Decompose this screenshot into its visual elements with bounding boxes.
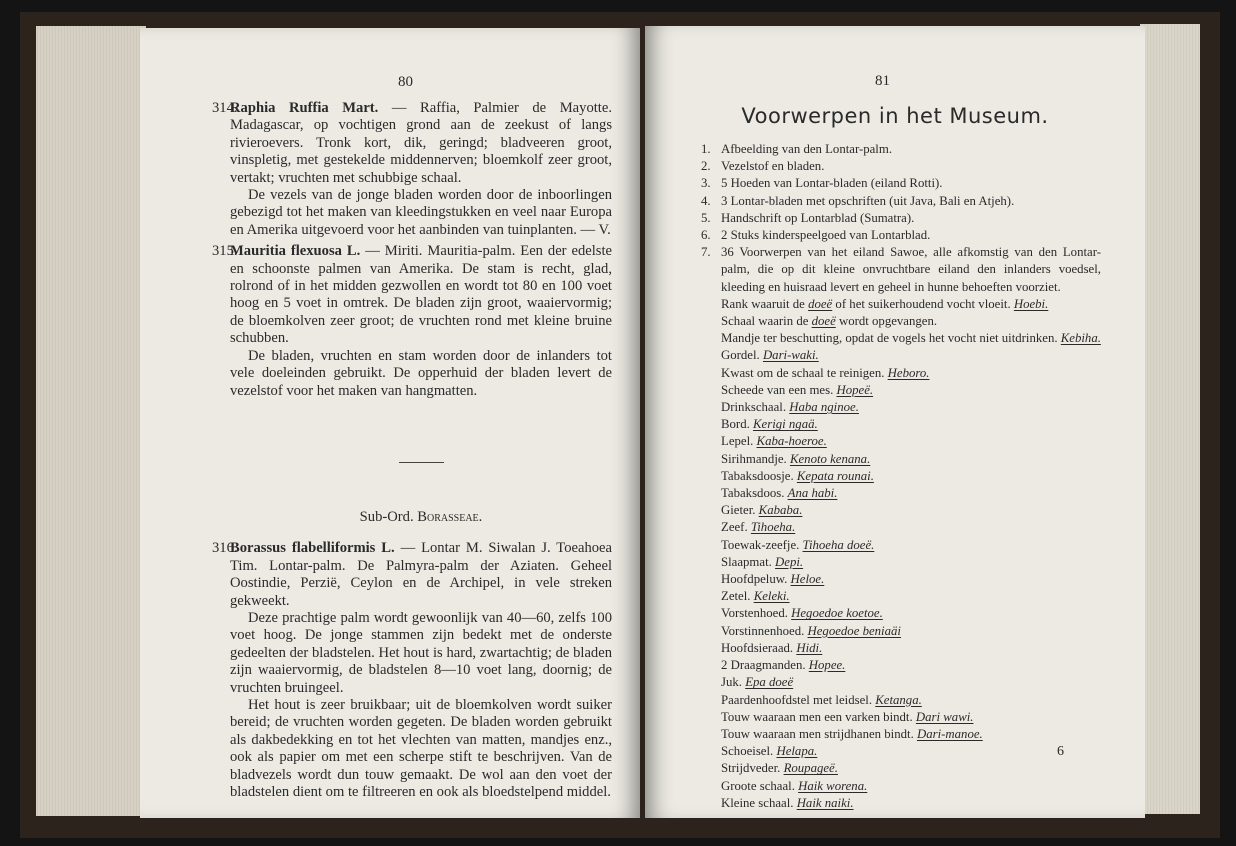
- native-name: Dari-waki.: [762, 348, 819, 363]
- sub-item: [721, 605, 1101, 622]
- entry-315: [212, 243, 612, 400]
- sub-item: [721, 760, 1101, 777]
- sub-item-text: Scheede van een mes.: [721, 382, 837, 397]
- sub-item: [721, 347, 1101, 364]
- sub-item: [721, 743, 1101, 760]
- native-name: Depi.: [775, 554, 804, 569]
- sub-item: [721, 554, 1101, 571]
- list-item-text: Handschrift op Lontarblad (Sumatra).: [721, 210, 915, 225]
- entry-head: Mauritia flexuosa L.: [230, 243, 361, 260]
- list-item: [701, 244, 1101, 296]
- sub-item: [721, 692, 1101, 709]
- list-item-number: 2.: [701, 159, 711, 174]
- native-name: Tihoeha.: [750, 520, 796, 535]
- sub-item-text: Tabaksdoos.: [721, 486, 788, 501]
- list-item-number: 1.: [701, 142, 711, 156]
- native-name: Tihoeha doeë.: [802, 537, 875, 552]
- list-item: [701, 193, 1101, 210]
- list-item: [701, 210, 1101, 227]
- native-name: Hoebi.: [1013, 296, 1049, 311]
- sub-item-text: Touw waaraan men een varken bindt.: [721, 709, 916, 724]
- entry-paragraph: Het hout is zeer bruikbaar; uit de bloemkolven wordt suiker bereid; de vruchten worden gegeten. De bladen worden gebruikt als dakbedekking en tot het vlechten van matten, mandjes enz., ook als papier om met een scherpe stift te beschrijven. Van de bladvezels wordt dun touw gemaakt. De wol aan den voet der bladstelen dient om te filtreeren en ook als bloedstelpend middel.: [230, 696, 612, 800]
- sub-item-text: Tabaksdoosje.: [721, 468, 797, 483]
- native-name: Hegoedoe koetoe.: [791, 606, 883, 621]
- entry-paragraph: Deze prachtige palm wordt gewoonlijk van 40—60, zelfs 100 voet hoog. De jonge stammen zijn bedekt met de onderste gedeelten der bladstelen. Het hout is hard, zwartachtig; de bladen zijn waaiervormig, de bladstelen 8—10 voet lang, doornig; de vruchten bruingeel.: [230, 609, 612, 696]
- list-item: [701, 141, 1101, 158]
- page-edges-left: [36, 26, 146, 816]
- sub-item: [721, 588, 1101, 605]
- entry-head: Raphia Ruffia Mart.: [230, 100, 379, 116]
- native-name: Ana habi.: [787, 486, 838, 501]
- sub-item: [721, 778, 1101, 795]
- sub-item-text: Rank waaruit de: [721, 296, 809, 311]
- section-divider: [399, 462, 444, 463]
- sub-item-text: Mandje ter beschutting, opdat de vogels het vocht niet uitdrinken.: [721, 331, 1061, 346]
- sub-item: [721, 330, 1101, 347]
- list-item-text: 36 Voorwerpen van het eiland Sawoe, alle afkomstig van den Lontar-palm, die op dit kleine onvruchtbare eiland den inlanders voedsel, kleeding en huisraad levert en geheel in hunne behoeften voorziet.: [721, 245, 1101, 294]
- sub-item: [721, 399, 1101, 416]
- sub-item-text: Gordel.: [721, 348, 763, 363]
- sub-item-text: Hoofdpeluw.: [721, 572, 791, 587]
- sub-item: [721, 485, 1101, 502]
- native-name: Hopee.: [808, 658, 846, 673]
- entry-paragraph: De vezels van de jonge bladen worden door de inboorlingen gebezigd tot het maken van kleedingstukken en veel naar Europa en Amerika uitgevoerd voor het aanbinden van tuinplanten. — V.: [230, 187, 612, 238]
- entry-paragraph: De bladen, vruchten en stam worden door de inlanders tot vele doeleinden gebruikt. De opperhuid der bladen levert de vezelstof voor het maken van hangmatten.: [230, 347, 612, 399]
- native-name: Hidi.: [796, 640, 823, 655]
- sub-item: [721, 571, 1101, 588]
- sub-item: [721, 537, 1101, 554]
- entry-number: 314.: [212, 100, 238, 116]
- signature-mark: 6: [1057, 744, 1064, 759]
- entry-text: — Miriti. Mauritia-palm. Een der edelste en schoonste palmen van Amerika. De stam is recht, glad, rolrond of in het midden gezwollen en wordt tot 80 en 100 voet hoog en 5 voet in omtrek. De bladen zijn groot, waaiervormig; de bloemkolven zeer groot; de vruchten rond met kleine bruine schubben.: [230, 243, 612, 347]
- native-name: Hegoedoe beniaäi: [807, 623, 901, 638]
- list-item-number: 6.: [701, 228, 711, 243]
- native-name: Epa doeë: [745, 675, 794, 690]
- sub-item-text: Paardenhoofdstel met leidsel.: [721, 692, 876, 707]
- list-item-number: 5.: [701, 210, 711, 225]
- list-item-text: Vezelstof en bladen.: [721, 159, 825, 174]
- sub-item-text: Bord.: [721, 417, 753, 432]
- sub-item-text: Groote schaal.: [721, 778, 799, 793]
- native-name: Kebiha.: [1060, 331, 1101, 346]
- entry-text: — Lontar M. Siwalan J. Toeahoea Tim. Lontar-palm. De Palmyra-palm der Aziaten. Geheel Oostindie, Perzië, Ceylon en de Archipel, in vele streken gekweekt.: [230, 540, 612, 609]
- entry-314: [212, 100, 612, 239]
- entry-number: 316.: [212, 540, 238, 557]
- native-name: doeë: [811, 314, 836, 329]
- suborder-heading: [230, 509, 612, 526]
- sub-item-text: wordt opgevangen.: [835, 314, 938, 329]
- sub-item-text: Zeef.: [721, 520, 751, 535]
- native-name: Dari-manoe.: [916, 726, 983, 741]
- list-item-number: 4.: [701, 193, 711, 208]
- list-item-text: 5 Hoeden van Lontar-bladen (eiland Rotti).: [721, 176, 943, 191]
- sub-items: [701, 296, 1101, 812]
- native-name: Keleki.: [753, 589, 790, 604]
- page-number-right: 81: [875, 73, 890, 89]
- sub-item-text: Gieter.: [721, 503, 759, 518]
- sub-item-text: Sirihmandje.: [721, 451, 790, 466]
- sub-item-text: Lepel.: [721, 434, 757, 449]
- native-name: Haba nginoe.: [789, 400, 859, 415]
- native-name: Kababa.: [758, 503, 803, 518]
- entry-text: — Raffia, Palmier de Mayotte. Madagascar, op vochtigen grond aan de zeekust of langs rivieroevers. Tronk kort, dik, geringd; bladveeren groot, vinspletig, met gestekelde middennerven; bloemkolf zeer groot, vertakt; vruchten met schubbige schaal.: [230, 100, 612, 186]
- sub-item: [721, 382, 1101, 399]
- sub-item: [721, 468, 1101, 485]
- sub-item: [721, 657, 1101, 674]
- native-name: Heboro.: [887, 365, 930, 380]
- native-name: Ketanga.: [875, 692, 922, 707]
- sub-item: [721, 502, 1101, 519]
- suborder-prefix: Sub-Ord.: [359, 508, 418, 525]
- suborder-name: Borasseae.: [417, 508, 483, 525]
- list-item-text: 3 Lontar-bladen met opschriften (uit Java, Bali en Atjeh).: [721, 193, 1015, 208]
- entry-number: 315.: [212, 243, 238, 260]
- native-name: Kaba-hoeroe.: [756, 434, 827, 449]
- native-name: Kerigi ngaä.: [753, 417, 818, 432]
- sub-item: [721, 416, 1101, 433]
- sub-item-text: Zetel.: [721, 589, 754, 604]
- sub-item: [721, 726, 1101, 743]
- page-title: Voorwerpen in het Museum.: [741, 104, 1049, 128]
- list-item-number: 7.: [701, 245, 711, 260]
- native-name: Heloe.: [790, 572, 825, 587]
- sub-item-text: 2 Draagmanden.: [721, 658, 809, 673]
- sub-item-text: Drinkschaal.: [721, 400, 790, 415]
- native-name: doeë: [808, 296, 833, 311]
- native-name: Kepata rounai.: [796, 468, 874, 483]
- native-name: Roupageë.: [783, 761, 838, 776]
- sub-item: [721, 296, 1101, 313]
- sub-item: [721, 795, 1101, 812]
- numbered-items: [701, 141, 1101, 296]
- sub-item-text: Juk.: [721, 675, 746, 690]
- list-item-number: 3.: [701, 176, 711, 191]
- list-item: [701, 175, 1101, 192]
- sub-item-text: Toewak-zeefje.: [721, 537, 803, 552]
- page-edges-right: [1140, 24, 1200, 814]
- native-name: Hopeë.: [836, 382, 874, 397]
- sub-item: [721, 519, 1101, 536]
- list-item: [701, 158, 1101, 175]
- sub-item-text: Hoofdsieraad.: [721, 640, 797, 655]
- sub-item: [721, 623, 1101, 640]
- left-page: [140, 28, 640, 818]
- sub-item-text: Kwast om de schaal te reinigen.: [721, 365, 888, 380]
- sub-item: [721, 709, 1101, 726]
- sub-item-text: Schaal waarin de: [721, 314, 812, 329]
- sub-item: [721, 674, 1101, 691]
- right-page: [645, 26, 1145, 818]
- sub-item-text: of het suikerhoudend vocht vloeit.: [832, 296, 1014, 311]
- sub-item-text: Vorstinnenhoed.: [721, 623, 808, 638]
- list-item: [701, 227, 1101, 244]
- sub-item: [721, 451, 1101, 468]
- sub-item: [721, 313, 1101, 330]
- sub-item: [721, 640, 1101, 657]
- sub-item-text: Touw waaraan men strijdhanen bindt.: [721, 726, 917, 741]
- sub-item-text: Slaapmat.: [721, 554, 776, 569]
- left-page-text: [212, 100, 612, 801]
- list-item-text: Afbeelding van den Lontar-palm.: [721, 142, 893, 156]
- sub-item-text: Schoeisel.: [721, 744, 777, 759]
- native-name: Dari wawi.: [915, 709, 974, 724]
- native-name: Kenoto kenana.: [789, 451, 871, 466]
- sub-item-text: Vorstenhoed.: [721, 606, 792, 621]
- sub-item-text: Kleine schaal.: [721, 795, 797, 810]
- native-name: Helapa.: [776, 744, 818, 759]
- sub-item-text: Strijdveder.: [721, 761, 784, 776]
- native-name: Haik worena.: [798, 778, 868, 793]
- list-item-text: 2 Stuks kinderspeelgoed van Lontarblad.: [721, 228, 931, 243]
- sub-item: [721, 433, 1101, 450]
- page-number-left: 80: [398, 74, 413, 90]
- native-name: Haik naiki.: [796, 795, 854, 810]
- entry-316: [212, 540, 612, 801]
- entry-head: Borassus flabelliformis L.: [230, 540, 395, 557]
- museum-objects-list: [701, 141, 1101, 812]
- sub-item: [721, 365, 1101, 382]
